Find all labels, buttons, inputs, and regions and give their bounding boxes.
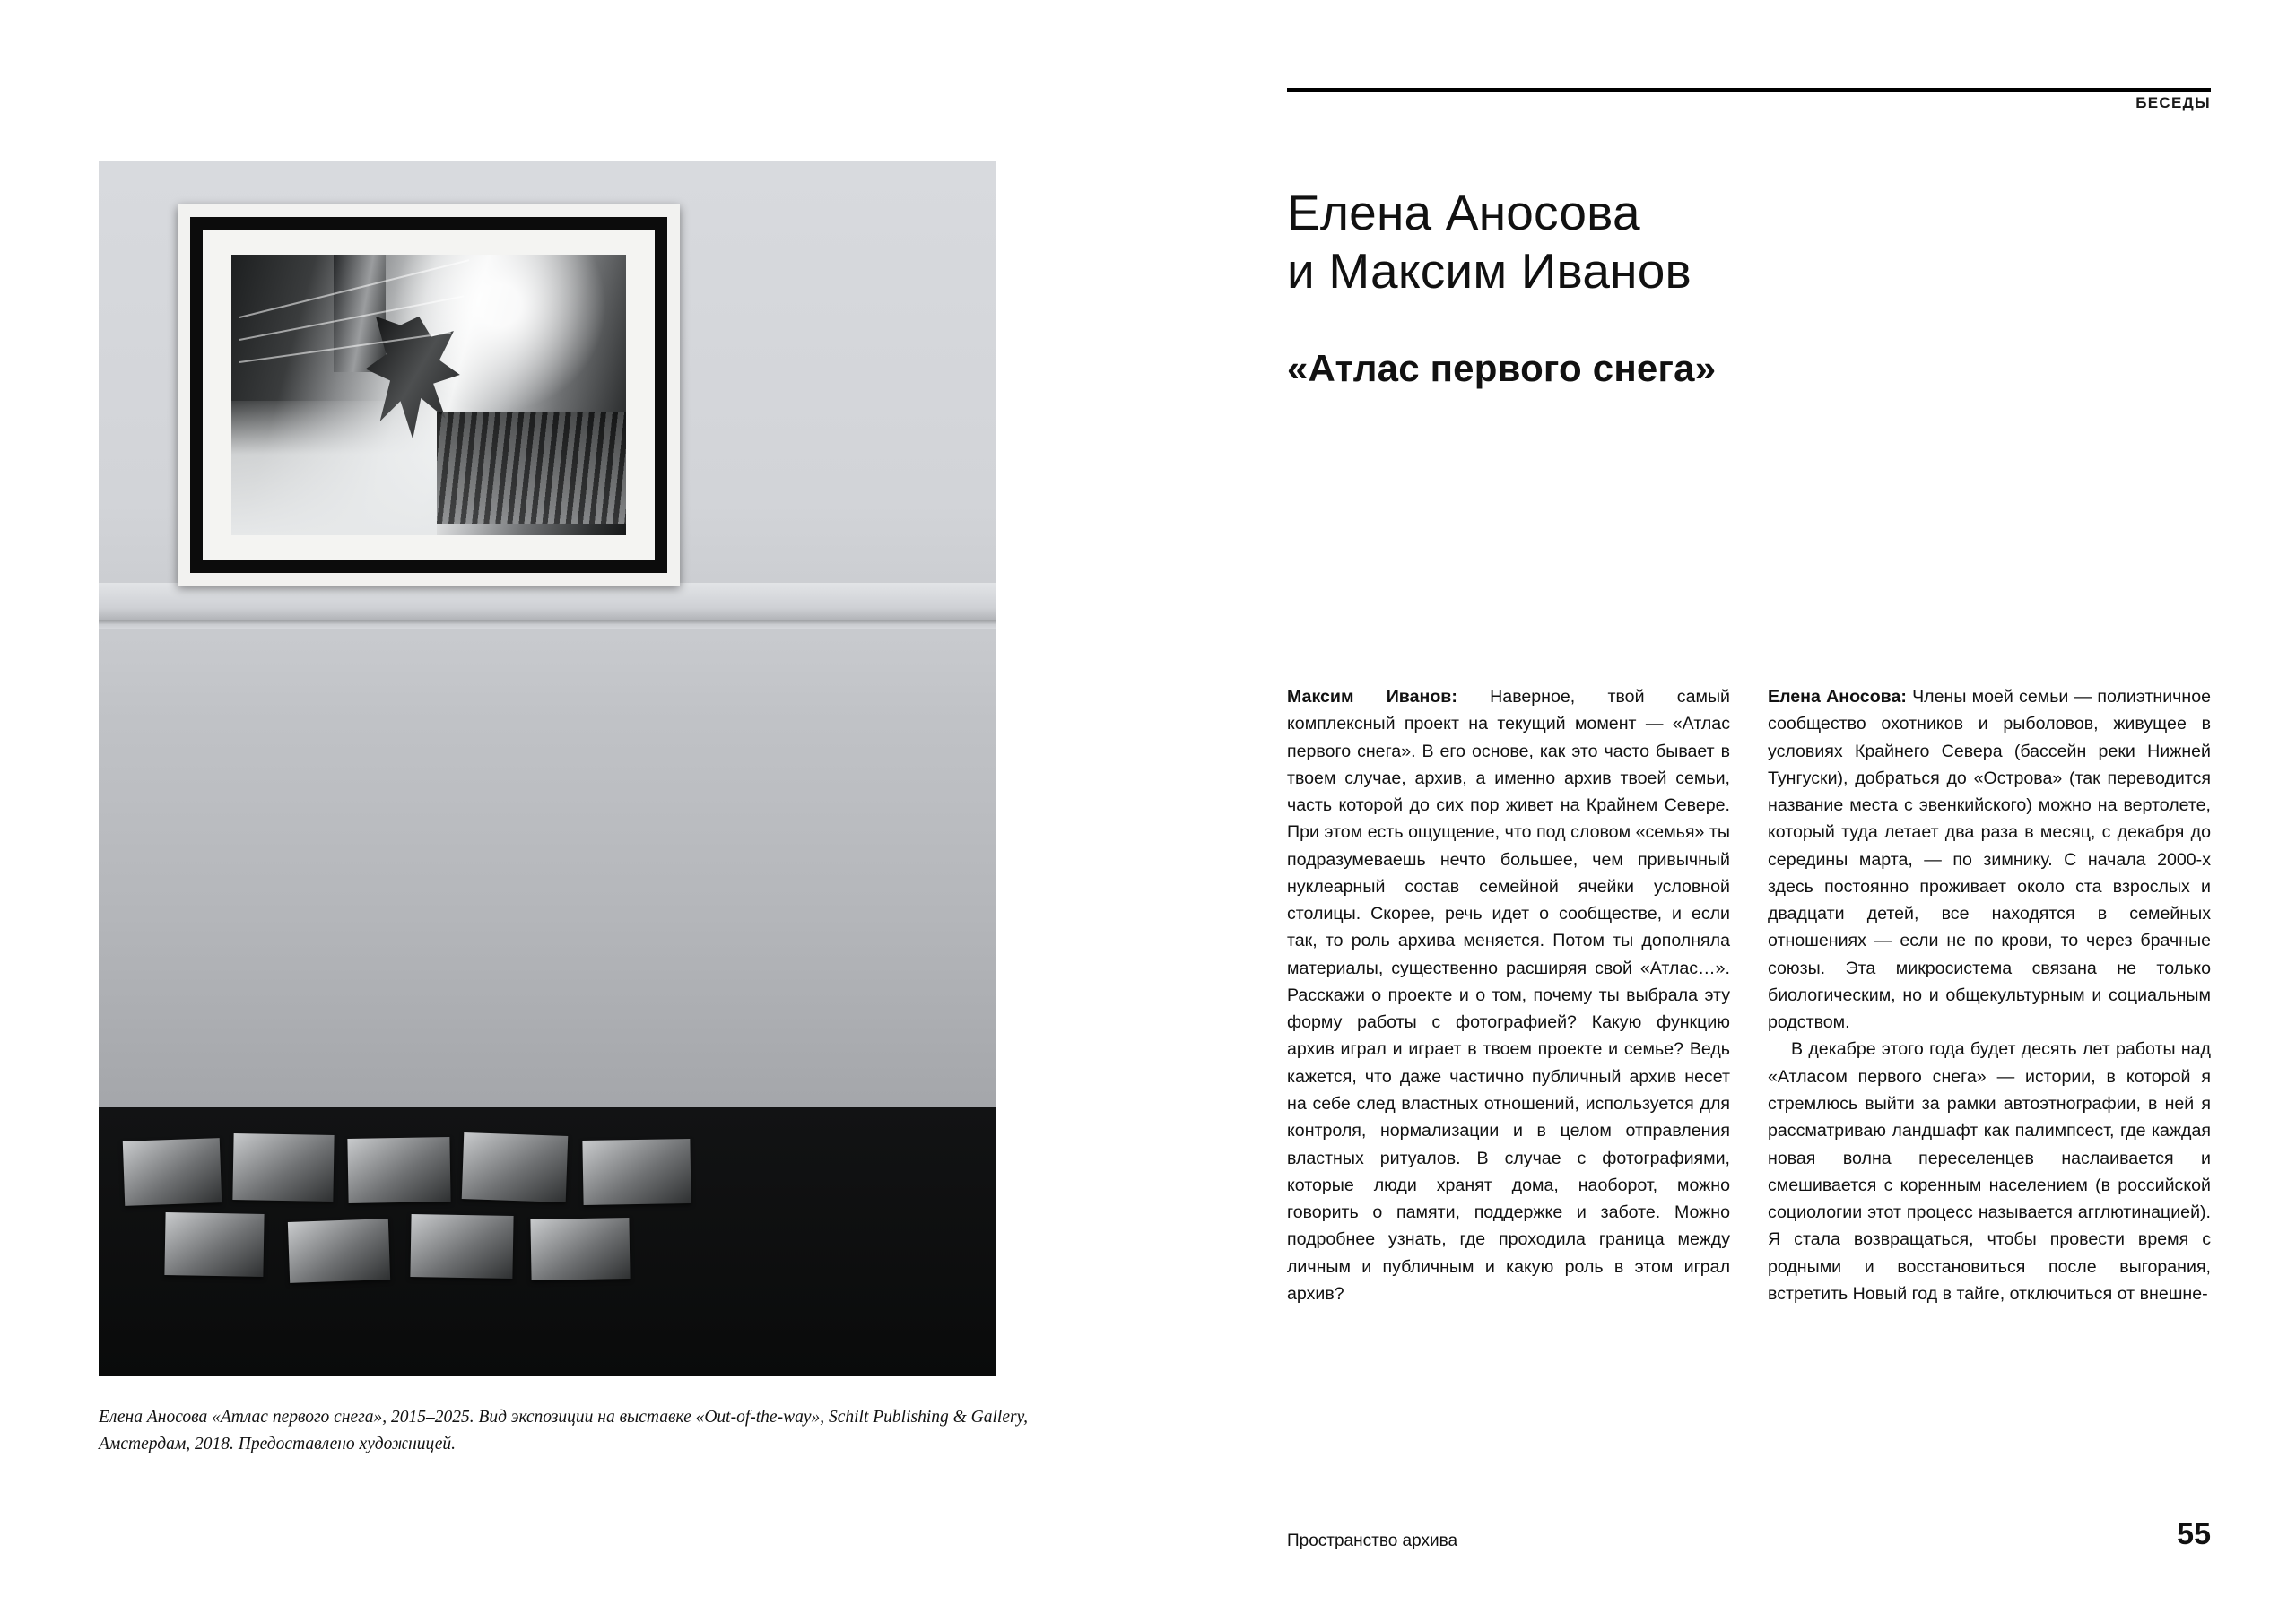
title-line-2: и Максим Иванов	[1287, 242, 1692, 299]
print-display-table	[99, 1107, 996, 1376]
table-print	[530, 1218, 630, 1280]
table-print	[288, 1219, 390, 1283]
paragraph	[1768, 1036, 2211, 1307]
table-print	[582, 1139, 691, 1205]
right-page	[1242, 0, 2296, 1614]
paragraph-text: Наверное, твой самый комплексный проект на текущий момент — «Атлас первого снега». В его основе, как это часто бывает в твоем случае, архив, а именно архив твоей семьи, часть которой до сих пор живет на Крайнем Севере. При этом есть ощущение, что под словом «семья» ты подразумеваешь нечто большее, чем привычный нуклеарный состав семейной ячейки условной столицы. Скорее, речь идет о сообществе, и если так, то роль архива меняется. Потом ты дополняла материалы, существенно расширяя свой «Атлас…». Расскажи о проекте и о том, почему ты выбрала эту форму работы с фотографией? Какую функцию архив играл и играет в твоем проекте и семье? Ведь кажется, что даже частично публичный архив несет на себе след властных отношений, используется для контроля, нормализации и в целом отправления властных ритуалов. В случае с фотографиями, которые люди хранят дома, наоборот, можно говорить о памяти, поддержке и заботе. Можно подробнее узнать, где проходила граница между личным и публичным и какую роль в этом играл архив?	[1287, 687, 1731, 1304]
section-divider-rule	[1287, 88, 2211, 92]
artwork-image	[231, 255, 626, 535]
artwork-snow-area	[231, 401, 437, 535]
body-column-right	[1768, 683, 2211, 1307]
table-print	[123, 1138, 222, 1206]
paragraph-text: В декабре этого года будет десять лет работы над «Атласом первого снега» — истории, в которой я стремлюсь выйти за рамки автоэтнографии, в ней я рассматриваю ландшафт как палимпсест, где каждая новая волна переселенцев наслаивается и смешивается с коренным населением (в российской социологии этот процесс называется агглютинацией). Я стала возвращаться, чтобы провести время с родными и восстановиться после выгорания, встретить Новый год в тайге, отключиться от внешне-	[1768, 1039, 2211, 1304]
photo-caption: Елена Аносова «Атлас первого снега», 2015–2025. Вид экспозиции на выставке «Out-of-the-way», Schilt Publishing & Gallery, Амстердам, 2018. Предоставлено художницей.	[99, 1408, 1029, 1453]
gallery-wall-seam	[99, 620, 996, 629]
article-subtitle: «Атлас первого снега»	[1287, 346, 1717, 389]
table-print	[410, 1214, 513, 1279]
exhibition-view-photograph	[99, 161, 996, 1376]
body-column-left	[1287, 683, 1730, 1307]
section-label: БЕСЕДЫ	[2135, 94, 2211, 111]
speaker-name: Максим Иванов:	[1287, 687, 1457, 707]
paragraph-text: Члены моей семьи — полиэтничное сообщество охотников и рыболовов, живущее в условиях Крайнего Севера (бассейн реки Нижней Тунгуски), добраться до «Острова» (так переводится название места с эвенкийского) можно на вертолете, который туда летает два раза в месяц, с декабря до середины марта, — по зимнику. С начала 2000-х здесь постоянно проживает около ста взрослых и двадцати детей, все находятся в семейных отношениях — если не по крови, то через брачные союзы. Эта микросистема связана не только биологическим, но и общекультурным и социальным родством.	[1768, 687, 2212, 1033]
framed-artwork	[178, 204, 680, 586]
page-number: 55	[2177, 1517, 2211, 1551]
table-print	[462, 1132, 569, 1202]
speaker-name: Елена Аносова:	[1768, 687, 1907, 707]
table-print	[164, 1212, 264, 1277]
paragraph	[1768, 683, 2211, 1036]
artwork-log-wall	[437, 412, 626, 524]
artwork-mat	[203, 230, 655, 560]
table-print	[347, 1137, 450, 1203]
gallery-shelf	[99, 583, 996, 624]
running-footer: Пространство архива	[1287, 1532, 1458, 1550]
body-columns	[1287, 683, 2211, 1307]
title-line-1: Елена Аносова	[1287, 184, 1640, 240]
table-print	[232, 1133, 334, 1202]
page-title	[1287, 184, 2184, 300]
paragraph	[1287, 683, 1730, 1307]
